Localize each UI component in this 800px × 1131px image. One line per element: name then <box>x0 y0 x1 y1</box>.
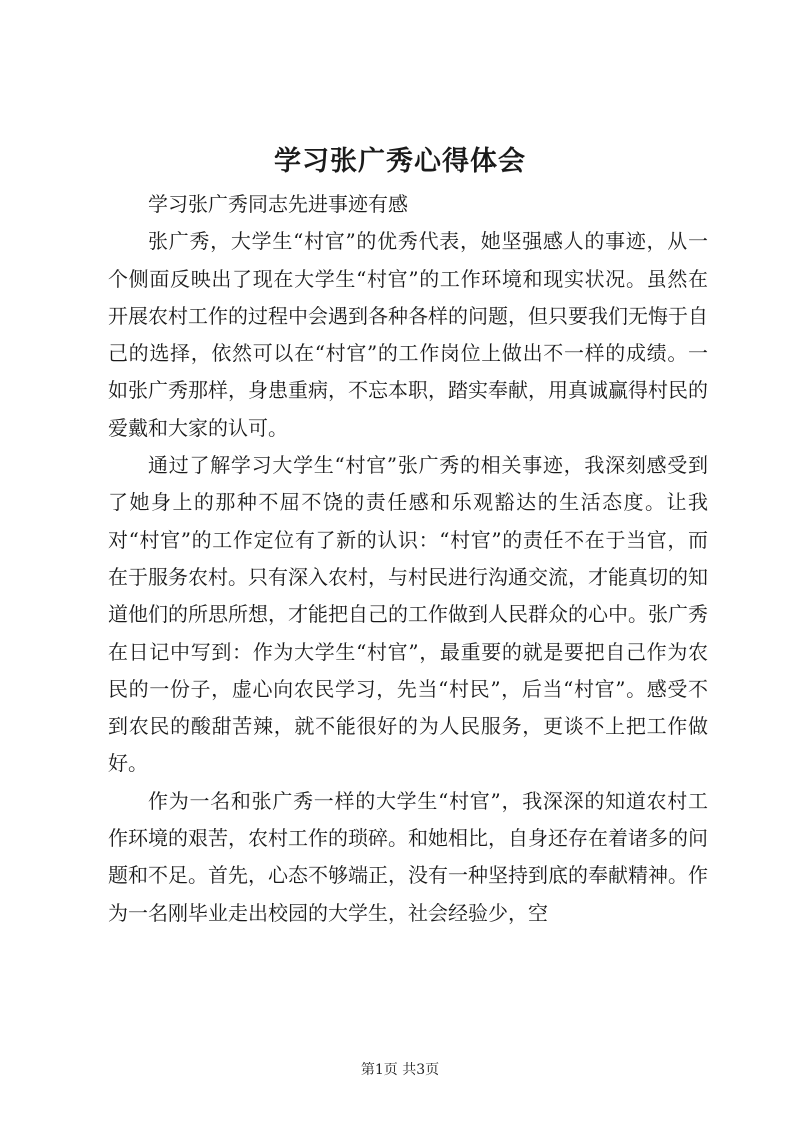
paragraph-1: 张广秀，大学生“村官”的优秀代表，她坚强感人的事迹，从一个侧面反映出了现在大学生“村官”的工作环境和现实状况。虽然在开展农村工作的过程中会遇到各种各样的问题，但只要我们无悔于自己的选择，依然可以在“村官”的工作岗位上做出不一样的成绩。一如张广秀那样，身患重病，不忘本职，踏实奉献，用真诚赢得村民的爱戴和大家的认可。 <box>108 229 708 440</box>
page-number-indicator: 第1页 共3页 <box>360 1062 440 1078</box>
paragraph-2: 通过了解学习大学生“村官”张广秀的相关事迹，我深刻感受到了她身上的那种不屈不饶的责任感和乐观豁达的生活态度。让我对“村官”的工作定位有了新的认识：“村官”的责任不在于当官，而在于服务农村。只有深入农村，与村民进行沟通交流，才能真切的知道他们的所思所想，才能把自己的工作做到人民群众的心中。张广秀在日记中写到：作为大学生“村官”，最重要的就是要把自己作为农民的一份子，虚心向农民学习，先当“村民”，后当“村官”。感受不到农民的酸甜苦辣，就不能很好的为人民服务，更谈不上把工作做好。 <box>108 453 708 776</box>
document-body <box>108 186 708 932</box>
document-subtitle: 学习张广秀同志先进事迹有感 <box>148 192 408 216</box>
document-title: 学习张广秀心得体会 <box>274 146 526 177</box>
page-footer <box>0 1060 800 1080</box>
paragraph-3: 作为一名和张广秀一样的大学生“村官”，我深深的知道农村工作环境的艰苦，农村工作的琐碎。和她相比，自身还存在着诸多的问题和不足。首先，心态不够端正，没有一种坚持到底的奉献精神。作为一名刚毕业走出校园的大学生，社会经验少，空 <box>108 788 708 925</box>
